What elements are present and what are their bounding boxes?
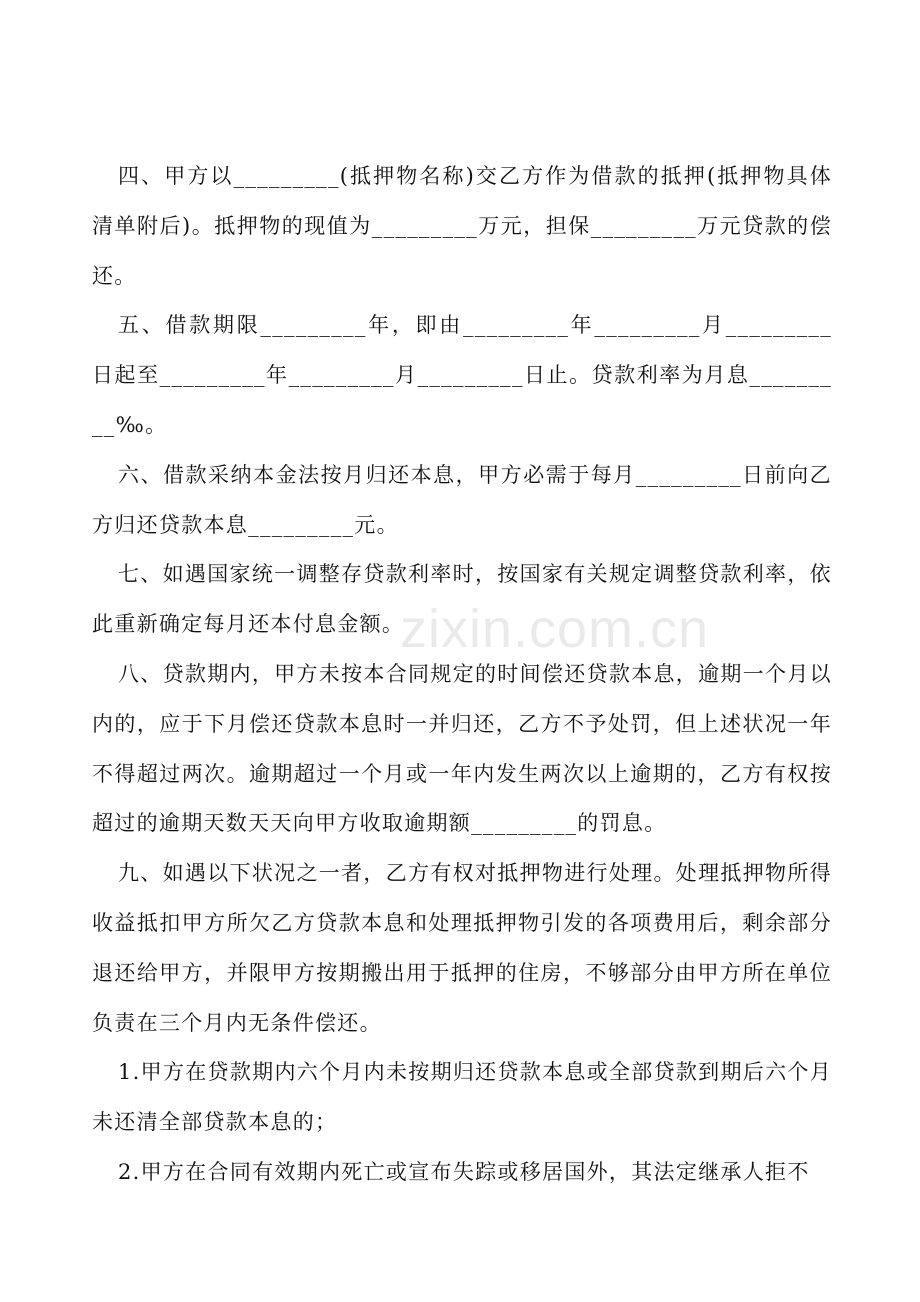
clause-4: 四、甲方以_________(抵押物名称)交乙方作为借款的抵押(抵押物具体清单附后)。抵押物的现值为_________万元，担保_________万元贷款的偿还。 [92, 164, 832, 288]
clause-9-item-1: 1.甲方在贷款期内六个月内未按期归还贷款本息或全部贷款到期后六个月未还清全部贷款本息的； [92, 1060, 832, 1135]
contract-body [92, 152, 832, 1198]
clause-9: 九、如遇以下状况之一者，乙方有权对抵押物进行处理。处理抵押物所得收益抵扣甲方所欠乙方贷款本息和处理抵押物引发的各项费用后，剩余部分退还给甲方，并限甲方按期搬出用于抵押的住房，不够部分由甲方所在单位负责在三个月内无条件偿还。 [92, 861, 832, 1035]
clause-5: 五、借款期限_________年，即由_________年_________月_________日起至_________年_________月_________日止。贷款利率为月息_________‰。 [92, 313, 832, 437]
clause-6: 六、借款采纳本金法按月归还本息，甲方必需于每月_________日前向乙方归还贷款本息_________元。 [92, 462, 832, 537]
clause-7: 七、如遇国家统一调整存贷款利率时，按国家有关规定调整贷款利率，依此重新确定每月还本付息金额。 [92, 562, 832, 637]
clause-9-item-2: 2.甲方在合同有效期内死亡或宣布失踪或移居国外，其法定继承人拒不 [118, 1159, 810, 1184]
watermark-text: zixin.com.cn [400, 599, 710, 659]
clause-8: 八、贷款期内，甲方未按本合同规定的时间偿还贷款本息，逾期一个月以内的，应于下月偿还贷款本息时一并归还，乙方不予处罚，但上述状况一年不得超过两次。逾期超过一个月或一年内发生两次以上逾期的，乙方有权按超过的逾期天数天天向甲方收取逾期额_________的罚息。 [92, 661, 832, 836]
